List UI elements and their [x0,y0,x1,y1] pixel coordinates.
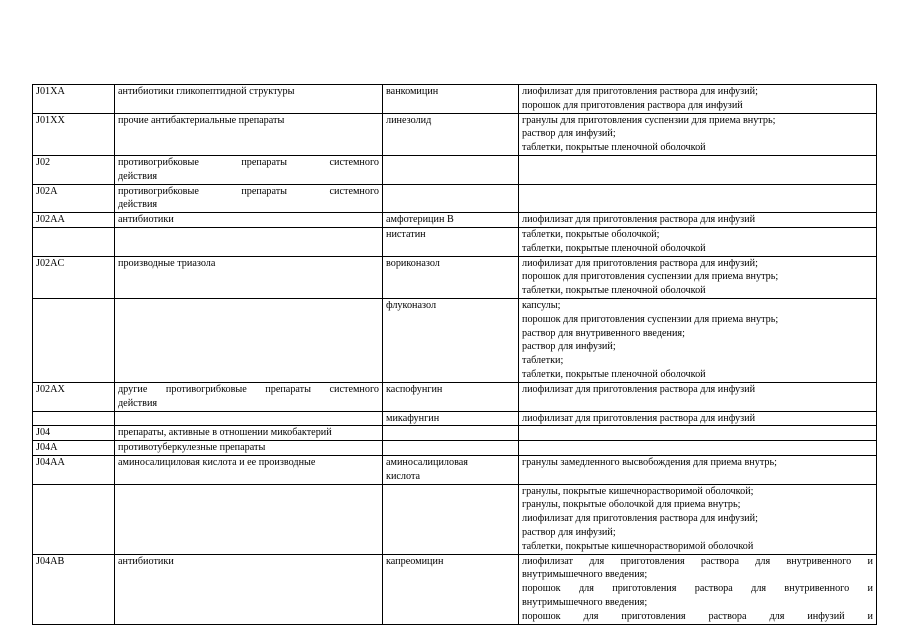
table-row [33,298,877,382]
dosage-form-line: гранулы для приготовления суспензии для приема внутрь; [522,114,776,126]
table-row [33,554,877,624]
group-name-line: противогрибковые препараты системного [118,156,379,168]
pharmacological-group-cell [115,213,383,228]
atc-code: J04AA [36,456,65,468]
dosage-form-line: гранулы, покрытые оболочкой для приема внутрь; [522,499,741,511]
atc-code: J02 [36,156,51,168]
atc-code-cell [33,441,115,456]
group-name-line: антибиотики [118,214,174,226]
drug-name-cell [383,554,519,624]
drug-name-cell [383,484,519,554]
atc-code: J01XX [36,114,65,126]
dosage-form-line: порошок для приготовления раствора для инфузий [522,99,743,111]
dosage-forms-cell [519,155,877,184]
dosage-forms-cell [519,213,877,228]
drug-name-cell [383,256,519,298]
pharmacological-group-cell [115,441,383,456]
dosage-form-line: внутримышечного введения; [522,569,648,581]
atc-code-cell [33,484,115,554]
dosage-forms-cell [519,554,877,624]
dosage-forms-cell [519,256,877,298]
drug-name-line: флуконазол [386,299,437,311]
dosage-forms-cell [519,411,877,426]
pharmacological-group-cell [115,411,383,426]
atc-code-cell [33,298,115,382]
pharmacological-group-cell [115,256,383,298]
drug-name-line: кислота [386,470,421,482]
table-row [33,455,877,484]
group-name-line: действия [118,397,158,409]
drug-name-cell [383,411,519,426]
dosage-forms-cell [519,382,877,411]
drug-name-line: амфотерицин B [386,214,454,226]
dosage-form-line: раствор для внутривенного введения; [522,327,685,339]
dosage-forms-cell [519,184,877,213]
atc-code-cell [33,411,115,426]
drug-name-line: каспофунгин [386,383,443,395]
table-body [33,85,877,625]
drug-name-line: вориконазол [386,257,440,269]
group-name-line: противогрибковые препараты системного [118,185,379,197]
group-name-line: действия [118,170,158,182]
dosage-form-line: таблетки, покрытые пленочной оболочкой [522,368,706,380]
drug-name-line: капреомицин [386,555,444,567]
group-name-line: противотуберкулезные препараты [118,442,266,454]
atc-code-cell [33,455,115,484]
drug-name-line: аминосалициловая [386,456,468,468]
dosage-forms-cell [519,426,877,441]
dosage-form-line: раствор для инфузий; [522,341,616,353]
dosage-form-line: лиофилизат для приготовления раствора для инфузий; [522,86,758,97]
drug-name-cell [383,426,519,441]
table-row [33,411,877,426]
drug-table-page [32,84,876,625]
group-name-line: производные триазола [118,257,216,269]
dosage-forms-cell [519,113,877,155]
pharmacological-group-cell [115,155,383,184]
table-row [33,227,877,256]
dosage-forms-cell [519,484,877,554]
dosage-form-line: раствор для инфузий; [522,526,616,538]
atc-code: J04 [36,427,51,439]
pharmacological-group-cell [115,184,383,213]
pharmacological-group-cell [115,113,383,155]
drug-classification-table [32,84,877,625]
atc-code-cell [33,256,115,298]
table-row [33,155,877,184]
atc-code-cell [33,227,115,256]
dosage-form-line: таблетки, покрытые кишечнорастворимой оболочкой [522,540,754,552]
atc-code: J01XA [36,86,65,97]
atc-code-cell [33,554,115,624]
table-row [33,426,877,441]
drug-name-cell [383,85,519,114]
dosage-forms-cell [519,85,877,114]
table-row [33,256,877,298]
table-row [33,484,877,554]
dosage-form-line: раствор для инфузий; [522,128,616,140]
dosage-form-line: лиофилизат для приготовления раствора для инфузий; [522,257,758,269]
table-row [33,184,877,213]
atc-code-cell [33,113,115,155]
dosage-forms-cell [519,455,877,484]
drug-name-cell [383,213,519,228]
dosage-form-line: лиофилизат для приготовления раствора для внутривенного и [522,555,873,567]
dosage-form-line: лиофилизат для приготовления раствора для инфузий [522,383,756,395]
table-row [33,85,877,114]
table-row [33,441,877,456]
atc-code-cell [33,213,115,228]
dosage-form-line: таблетки, покрытые пленочной оболочкой [522,142,706,154]
atc-code: J02A [36,185,58,197]
drug-name-line: ванкомицин [386,86,439,97]
group-name-line: антибиотики [118,555,174,567]
dosage-form-line: лиофилизат для приготовления раствора для инфузий [522,214,756,226]
pharmacological-group-cell [115,426,383,441]
atc-code-cell [33,85,115,114]
dosage-form-line: лиофилизат для приготовления раствора для инфузий [522,412,756,424]
group-name-line: действия [118,199,158,211]
atc-code-cell [33,426,115,441]
group-name-line: прочие антибактериальные препараты [118,114,285,126]
group-name-line: другие противогрибковые препараты системного [118,383,379,395]
drug-name-line: нистатин [386,228,426,240]
dosage-form-line: гранулы, покрытые кишечнорастворимой оболочкой; [522,485,754,497]
drug-name-cell [383,382,519,411]
pharmacological-group-cell [115,455,383,484]
dosage-forms-cell [519,298,877,382]
atc-code: J02AX [36,383,65,395]
drug-name-cell [383,441,519,456]
pharmacological-group-cell [115,554,383,624]
atc-code-cell [33,382,115,411]
dosage-form-line: таблетки, покрытые пленочной оболочкой [522,285,706,297]
drug-name-cell [383,298,519,382]
atc-code-cell [33,184,115,213]
dosage-forms-cell [519,441,877,456]
dosage-form-line: порошок для приготовления суспензии для приема внутрь; [522,271,779,283]
pharmacological-group-cell [115,484,383,554]
drug-name-cell [383,113,519,155]
drug-name-line: микафунгин [386,412,440,424]
pharmacological-group-cell [115,85,383,114]
table-row [33,382,877,411]
dosage-form-line: таблетки, покрытые оболочкой; [522,228,660,240]
atc-code: J02AA [36,214,65,226]
pharmacological-group-cell [115,227,383,256]
drug-name-cell [383,155,519,184]
dosage-form-line: внутримышечного введения; [522,596,648,608]
atc-code: J04A [36,442,58,454]
drug-name-cell [383,227,519,256]
atc-code-cell [33,155,115,184]
group-name-line: антибиотики гликопептидной структуры [118,86,295,97]
dosage-form-line: порошок для приготовления суспензии для приема внутрь; [522,313,779,325]
atc-code: J04AB [36,555,65,567]
dosage-form-line: порошок для приготовления раствора для инфузий и [522,610,873,622]
pharmacological-group-cell [115,382,383,411]
dosage-form-line: капсулы; [522,299,561,311]
pharmacological-group-cell [115,298,383,382]
dosage-form-line: таблетки; [522,355,564,367]
dosage-form-line: гранулы замедленного высвобождения для приема внутрь; [522,456,777,468]
table-row [33,113,877,155]
dosage-form-line: таблетки, покрытые пленочной оболочкой [522,242,706,254]
dosage-form-line: порошок для приготовления раствора для внутривенного и [522,583,873,595]
group-name-line: препараты, активные в отношении микобактерий [118,427,332,439]
atc-code: J02AC [36,257,65,269]
table-row [33,213,877,228]
drug-name-line: линезолид [386,114,432,126]
drug-name-cell [383,184,519,213]
dosage-form-line: лиофилизат для приготовления раствора для инфузий; [522,513,758,525]
drug-name-cell [383,455,519,484]
group-name-line: аминосалициловая кислота и ее производные [118,456,316,468]
dosage-forms-cell [519,227,877,256]
